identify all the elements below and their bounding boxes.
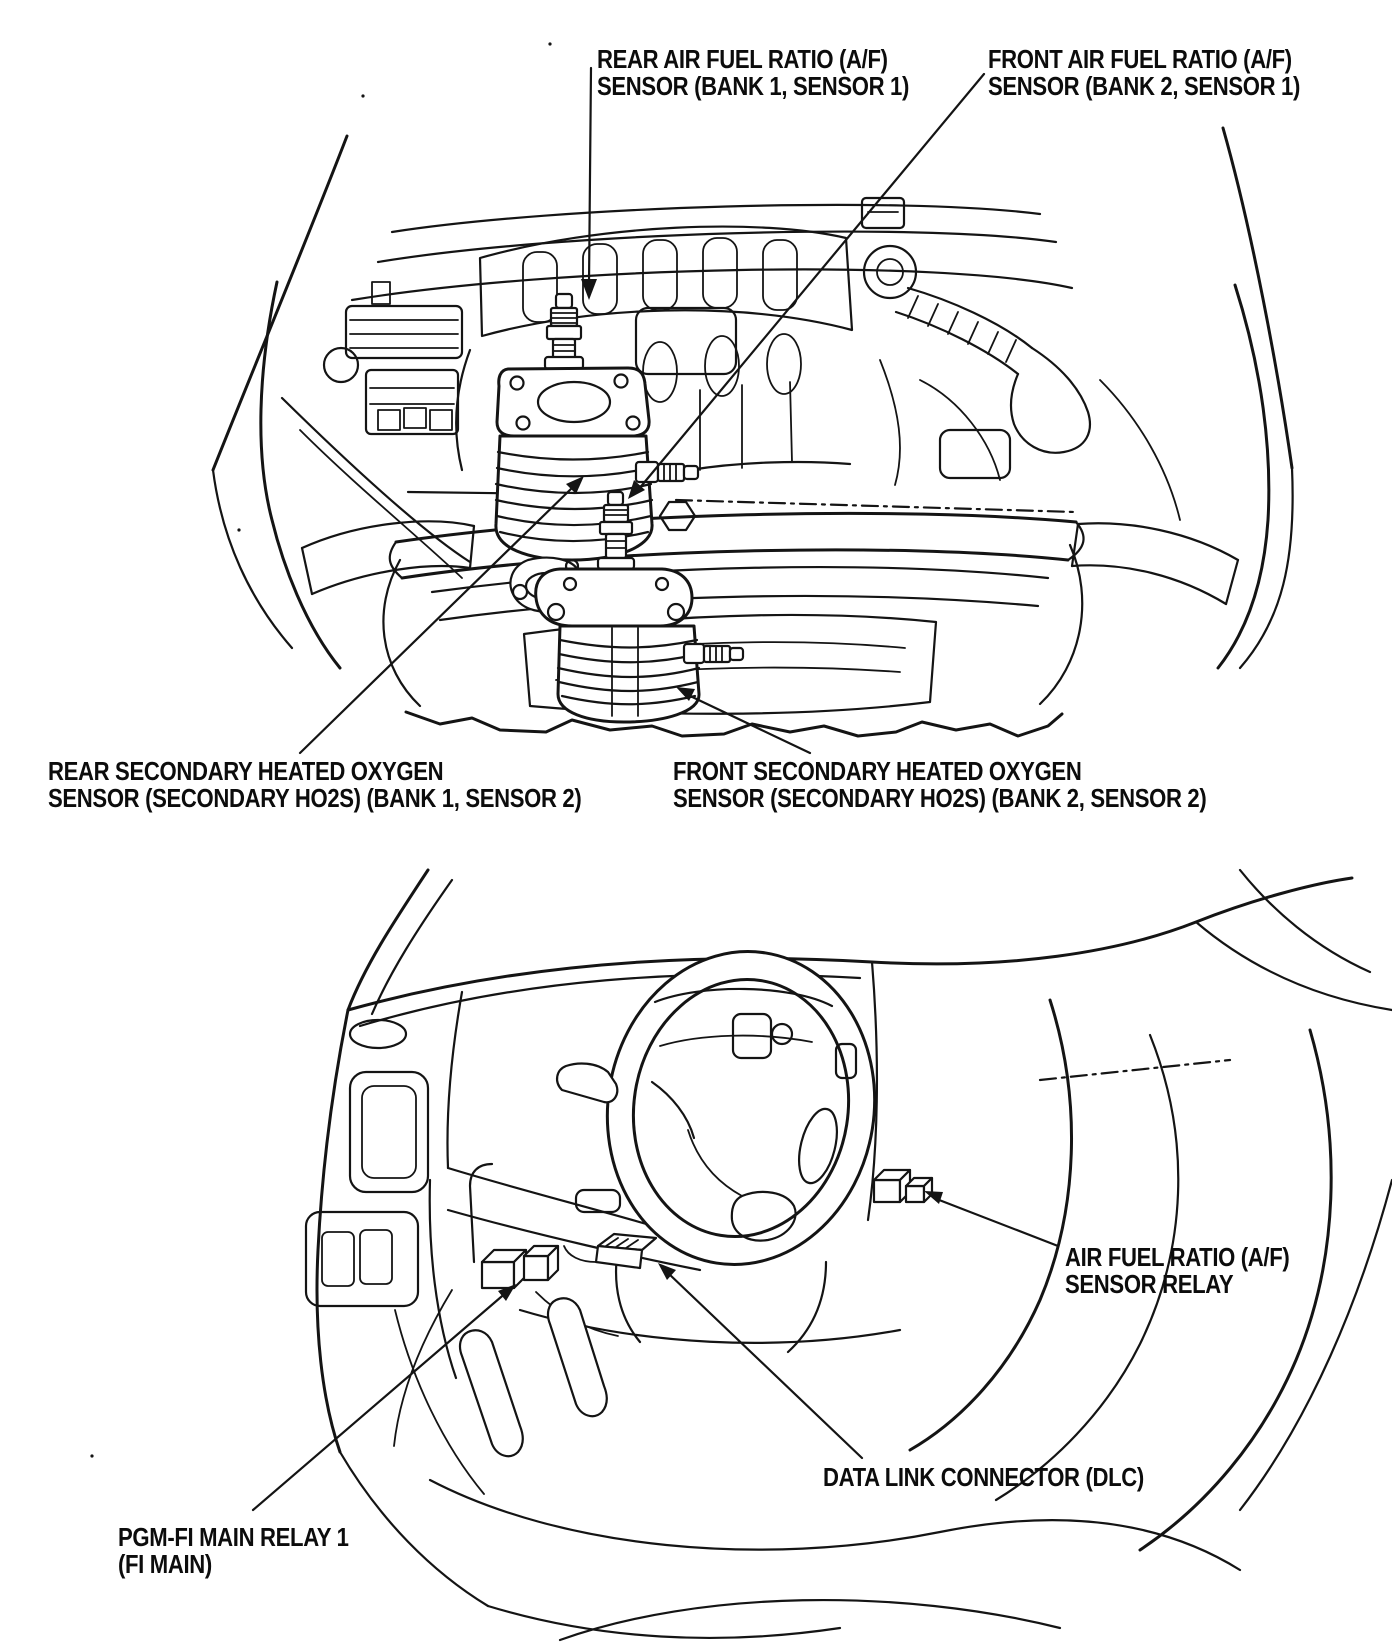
leader-af-sensor-relay: [924, 1191, 1058, 1246]
car-body-outline: [213, 128, 1293, 668]
pgm-fi-relay-box: [470, 1164, 558, 1288]
right-headlight: [1072, 523, 1238, 604]
label-line: SENSOR (BANK 2, SENSOR 1): [988, 71, 1301, 101]
label-line: REAR AIR FUEL RATIO (A/F): [597, 44, 888, 74]
label-rear-secondary-ho2s: [48, 758, 581, 812]
side-vent: [350, 1020, 406, 1048]
engine-bay-drawing: [213, 128, 1293, 736]
leader-dlc: [658, 1263, 862, 1458]
label-pgm-fi-main-relay: [118, 1524, 349, 1578]
label-line: REAR SECONDARY HEATED OXYGEN: [48, 756, 444, 786]
engine-components: [324, 227, 1090, 530]
label-line: DATA LINK CONNECTOR (DLC): [823, 1462, 1144, 1492]
label-line: AIR FUEL RATIO (A/F): [1065, 1242, 1290, 1272]
turn-signal-stalk: [557, 1064, 617, 1103]
label-line: SENSOR RELAY: [1065, 1269, 1234, 1299]
label-data-link-connector: [823, 1464, 1144, 1491]
af-sensor-relay-boxes: [874, 1170, 932, 1202]
label-front-secondary-ho2s: [673, 758, 1206, 812]
dlc-connector: [564, 1234, 656, 1268]
label-line: SENSOR (SECONDARY HO2S) (BANK 1, SENSOR 2): [48, 783, 582, 813]
heat-shield-canister: [558, 626, 699, 722]
front-bumper-grille: [383, 513, 1083, 736]
label-af-sensor-relay: [1065, 1244, 1289, 1298]
leader-front-af-sensor: [628, 74, 984, 499]
fuse-box: [324, 282, 462, 434]
left-headlight: [302, 521, 474, 594]
label-line: SENSOR (SECONDARY HO2S) (BANK 2, SENSOR 2): [673, 783, 1207, 813]
label-line: FRONT AIR FUEL RATIO (A/F): [988, 44, 1292, 74]
intake-hose: [864, 246, 1090, 485]
scan-specks: [90, 42, 551, 1457]
pedals: [460, 1298, 607, 1456]
label-line: FRONT SECONDARY HEATED OXYGEN: [673, 756, 1082, 786]
label-front-af-sensor: [988, 46, 1300, 100]
label-line: PGM-FI MAIN RELAY 1: [118, 1522, 349, 1552]
label-rear-af-sensor: [597, 46, 909, 100]
steering-wheel: [557, 932, 897, 1352]
label-line: (FI MAIN): [118, 1549, 212, 1579]
label-line: SENSOR (BANK 1, SENSOR 1): [597, 71, 910, 101]
